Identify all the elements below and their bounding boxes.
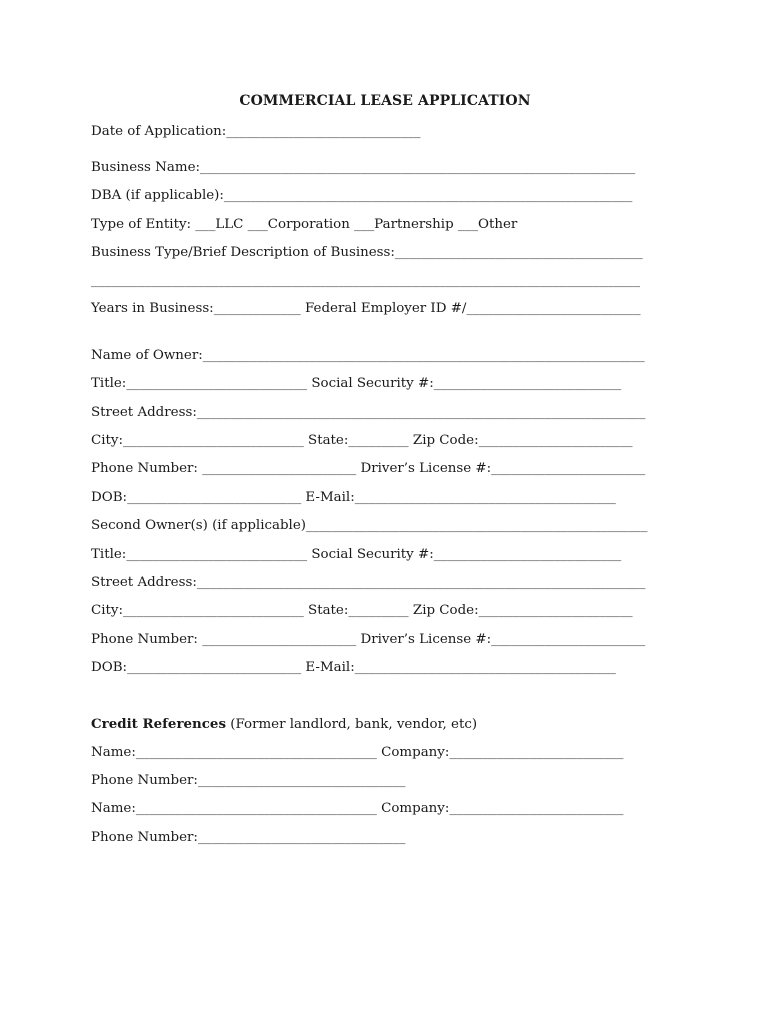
- years-in-business-field: Years in Business:_____________ Federal Employer ID #/__________________________: [91, 301, 641, 316]
- second-owner-dob-email-field: DOB:__________________________ E-Mail:_______________________________________: [91, 660, 616, 675]
- credit-references-heading: Credit References: [91, 716, 226, 732]
- owner-title-ssn-field: Title:___________________________ Social Security #:____________________________: [91, 376, 622, 391]
- owner-street-address-field: Street Address:___________________________________________________________________: [91, 405, 646, 420]
- second-owner-city-state-zip-field: City:___________________________ State:_________ Zip Code:_______________________: [91, 603, 633, 618]
- credit-references-heading-row: [91, 715, 477, 734]
- credit-references-subheading: (Former landlord, bank, vendor, etc): [225, 717, 478, 732]
- owner-dob-email-field: DOB:__________________________ E-Mail:_______________________________________: [91, 490, 616, 505]
- credit-ref-1-phone-field: Phone Number:_______________________________: [91, 773, 406, 788]
- credit-ref-1-name-company-field: Name:____________________________________ Company:__________________________: [91, 745, 624, 760]
- second-owner-phone-license-field: Phone Number: _______________________ Driver’s License #:_______________________: [91, 632, 646, 647]
- credit-ref-2-name-company-field: Name:____________________________________ Company:__________________________: [91, 801, 624, 816]
- second-owner-title-ssn-field: Title:___________________________ Social Security #:____________________________: [91, 547, 622, 562]
- dba-field: DBA (if applicable):_____________________________________________________________: [91, 188, 633, 203]
- second-owner-street-address-field: Street Address:___________________________________________________________________: [91, 575, 646, 590]
- business-description-continuation: __________________________________________________________________________________: [91, 273, 641, 288]
- credit-ref-2-phone-field: Phone Number:_______________________________: [91, 830, 406, 845]
- owner-city-state-zip-field: City:___________________________ State:_________ Zip Code:_______________________: [91, 433, 633, 448]
- entity-type-field: Type of Entity: ___LLC ___Corporation ___Partnership ___Other: [91, 217, 518, 232]
- second-owner-field: Second Owner(s) (if applicable)___________________________________________________: [91, 518, 648, 533]
- business-name-field: Business Name:_________________________________________________________________: [91, 160, 636, 175]
- business-description-field: Business Type/Brief Description of Business:_____________________________________: [91, 245, 643, 260]
- owner-name-field: Name of Owner:__________________________________________________________________: [91, 348, 645, 363]
- date-of-application-field: Date of Application:_____________________________: [91, 124, 421, 139]
- owner-phone-license-field: Phone Number: _______________________ Driver’s License #:_______________________: [91, 461, 646, 476]
- page-title: COMMERCIAL LEASE APPLICATION: [239, 93, 531, 109]
